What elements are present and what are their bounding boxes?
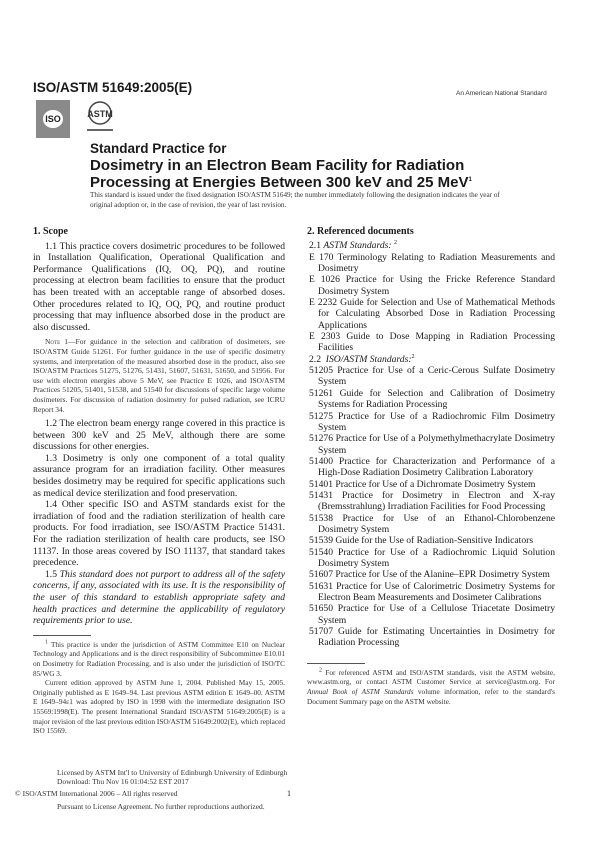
reference-item: 51540 Practice for Use of a Radiochromic Liquid Solution Dosimetry System: [309, 546, 555, 569]
reference-item: 51431 Practice for Dosimetry in Electron and X-ray (Bremsstrahlung) Irradiation Facilities for Food Processing: [309, 489, 555, 513]
footnote-ref: 2: [393, 240, 397, 247]
reference-item: 51205 Practice for Use of a Ceric-Cerous Sulfate Dosimetry System: [309, 365, 555, 388]
right-column: [307, 226, 555, 706]
astm-logo: [84, 100, 116, 136]
footnote-ref: 2: [411, 353, 415, 360]
license-agreement-notice: Pursuant to License Agreement. No further reproductions authorized.: [57, 802, 265, 811]
download-line: Download: Thu Nov 16 01:04:52 EST 2017: [57, 777, 189, 786]
section-heading: 1. Scope: [33, 226, 68, 237]
copyright-notice: © ISO/ASTM International 2006 – All rights reserved: [15, 789, 178, 798]
note-label: Note 1: [45, 337, 69, 347]
reference-item: 51538 Practice for Use of an Ethanol-Chlorobenzene Dosimetry System: [309, 512, 555, 535]
paragraph-1-3: 1.3 Dosimetry is only one component of a total quality assurance program for an irradiation facility. Other measures besides dosimetry may be required for specific applications such as medical device sterilization and food preservation.: [33, 452, 285, 499]
reference-item: 51707 Guide for Estimating Uncertainties in Dosimetry for Radiation Processing: [309, 626, 555, 649]
subsection-title: ASTM Standards:: [323, 240, 392, 252]
astm-standards-list: [307, 252, 555, 354]
subsection-number: 2.1: [309, 240, 321, 252]
paragraph-1-4: 1.4 Other specific ISO and ASTM standards exist for the irradiation of food and the radiation sterilization of health care products. For food irradiation, see ISO/ASTM Practice 51431. For the radiation sterilization of health care products, see ISO 11137. In those areas covered by ISO 11137, that standard takes precedence.: [33, 499, 285, 569]
standard-intro: This standard is issued under the fixed designation ISO/ASTM 51649; the number immediately following the designation indicates the year of original adoption or, in the case of revision, the year of last revision.: [90, 191, 500, 209]
title-line: Processing at Energies Between 300 keV and 25 MeV: [90, 174, 469, 191]
reference-item: 51650 Practice for Use of a Cellulose Triacetate Dosimetry System: [309, 603, 555, 626]
subsection-number: 2.2: [309, 353, 321, 365]
footnote-text: This practice is under the jurisdiction of ASTM Committee E10 on Nuclear Technology and Applications and is the direct responsibility of Subcommittee E10.01 on Dosimetry for Radiation Processing, and is also under the jurisdiction of ISO/TC 85/WG 3.: [33, 639, 285, 678]
iso-logo-text: ISO: [43, 110, 63, 128]
footnote-ref: 1: [468, 177, 472, 183]
iso-logo: [36, 100, 70, 138]
section-heading: 2. Referenced documents: [307, 226, 414, 237]
footnote-divider: [307, 663, 365, 664]
page-number: 1: [287, 789, 291, 798]
safety-statement: This standard does not purport to address all of the safety concerns, if any, associated with its use. It is the responsibility of the user of this standard to establish appropriate safety and health practices and determine the applicability of regulatory requirements prior to use.: [33, 568, 285, 627]
footnote-mark: 2: [319, 667, 322, 674]
reference-item: E 1026 Practice for Using the Fricke Reference Standard Dosimetry System: [309, 274, 555, 297]
reference-item: 51539 Guide for the Use of Radiation-Sensitive Indicators: [309, 535, 534, 547]
license-line: Licensed by ASTM Int'l to University of Edinburgh University of Edinburgh: [57, 768, 288, 777]
standard-designation: ISO/ASTM 51649:2005(E): [33, 80, 193, 95]
svg-text:ASTM: ASTM: [87, 109, 113, 119]
paragraph-1-1: 1.1 This practice covers dosimetric procedures to be followed in Installation Qualification, Operational Qualification and Performance Qualifications (IQ, OQ, PQ), and routine processing at electron beam facilities to ensure that the product has been treated with an acceptable range of absorbed doses. Other procedures related to IQ, OQ, PQ, and routine product processing that may influence absorbed dose in the product are also discussed.: [33, 240, 285, 333]
scope-section: [33, 226, 285, 627]
reference-item: E 2232 Guide for Selection and Use of Mathematical Methods for Calculating Absorbed Dose in Radiation Processing Applications: [309, 297, 555, 331]
iso-astm-standards-label: [307, 354, 555, 365]
footnote-italic: Annual Book of ASTM Standards: [307, 686, 414, 696]
reference-item: 51607 Practice for Use of the Alanine–EPR Dosimetry System: [309, 569, 550, 581]
title-block: [90, 141, 550, 191]
edition-history: Current edition approved by ASTM June 1, 2004. Published May 15, 2005. Originally published as E 1649–94. Last previous ASTM edition E 1649–00. ASTM E 1649–94ε1 was adopted by ISO in 1998 with the intermediate designation ISO 15569:1998(E). The present International Standard ISO/ASTM 51649:2005(E) is a major revision of the last previous edition ISO/ASTM 51649:2002(E), which replaced ISO 15569.: [33, 678, 285, 736]
paragraph-1-5: [33, 569, 285, 627]
footnote-divider: [33, 635, 91, 636]
subsection-title: ISO/ASTM Standards:: [325, 353, 412, 365]
left-column: [33, 226, 285, 736]
note-text: —For guidance in the selection and calibration of dosimeters, see ISO/ASTM Guide 51261. For further guidance in the use of specific dosimetry systems, and interpretation of the measured absorbed dose in the product, also see ISO/ASTM Practices 51275, 51276, 51431, 51607, 51631, 51650, and 51956. For use with electron energies above 5 MeV, see Practice E 1026, and ISO/ASTM Practices 51205, 51401, 51538, and 51540 for discussions of specific large volume dosimeters. For discussion of radiation dosimetry for pulsed radiation, see ICRU Report 34.: [33, 337, 286, 414]
footnote-2: [307, 668, 555, 706]
license-stamp: [57, 768, 287, 786]
reference-item: 51631 Practice for Use of Calorimetric Dosimetry Systems for Electron Beam Measurements and Dosimeter Calibrations: [309, 580, 555, 603]
footnote-1: [33, 640, 285, 736]
reference-item: 51275 Practice for Use of a Radiochromic Film Dosimetry System: [309, 410, 555, 433]
iso-astm-standards-list: [307, 365, 555, 649]
referenced-documents-section: [307, 226, 555, 649]
note-1: [33, 337, 285, 414]
paragraph-number: 1.5: [45, 568, 57, 580]
reference-item: 51276 Practice for Use of a Polymethylmethacrylate Dosimetry System: [309, 433, 555, 456]
footnote-text: volume information, refer to the standard's Document Summary page on the ASTM website.: [307, 686, 556, 706]
reference-item: 51400 Practice for Characterization and Performance of a High-Dose Radiation Dosimetry Calibration Laboratory: [309, 455, 555, 479]
footnote-mark: 1: [45, 639, 48, 646]
reference-item: E 170 Terminology Relating to Radiation Measurements and Dosimetry: [309, 251, 555, 275]
reference-item: E 2303 Guide to Dose Mapping in Radiation Processing Facilities: [309, 331, 555, 354]
title-prefix: Standard Practice for: [90, 141, 227, 156]
footnote-text: For referenced ASTM and ISO/ASTM standards, visit the ASTM website, www.astm.org, or contact ASTM Customer Service at service@astm.org. For: [307, 667, 555, 687]
reference-item: 51261 Guide for Selection and Calibration of Dosimetry Systems for Radiation Processing: [309, 387, 555, 411]
astm-standards-label: [307, 240, 555, 251]
american-national-standard-label: An American National Standard: [456, 90, 547, 97]
title-line: Dosimetry in an Electron Beam Facility for Radiation: [90, 157, 465, 174]
reference-item: 51401 Practice for Use of a Dichromate Dosimetry System: [309, 478, 536, 490]
paragraph-1-2: 1.2 The electron beam energy range covered in this practice is between 300 keV and 25 MeV, although there are some discussions for other energies.: [33, 418, 285, 453]
